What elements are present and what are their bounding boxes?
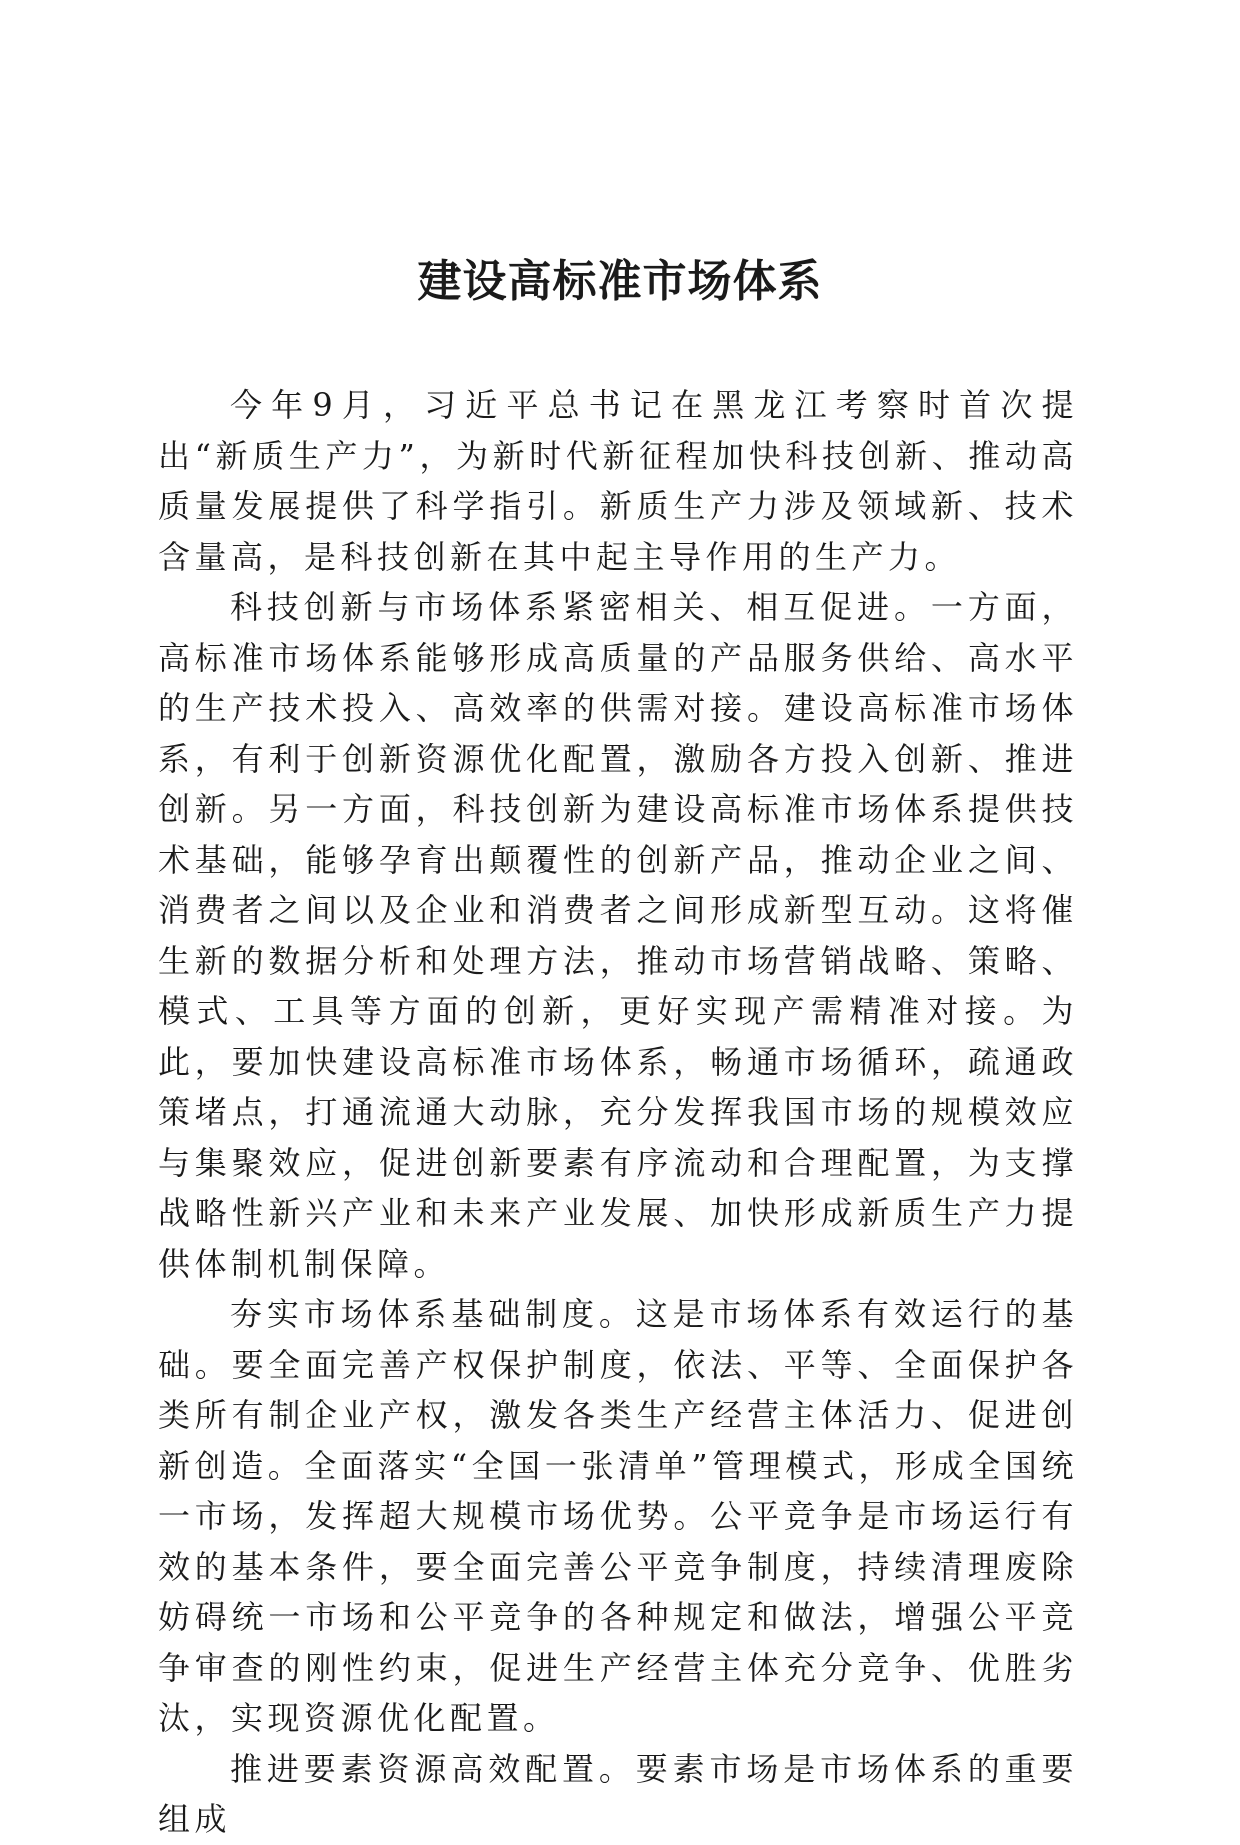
document-title: 建设高标准市场体系 — [417, 256, 823, 307]
paragraph-basic-institutions: 夯实市场体系基础制度。这是市场体系有效运行的基础。要全面完善产权保护制度，依法、平等、全面保护各类所有制企业产权，激发各类生产经营主体活力、促进创新创造。全面落实“全国一张清单”管理模式，形成全国统一市场，发挥超大规模市场优势。公平竞争是市场运行有效的基本条件，要全面完善公平竞争制度，持续清理废除妨碍统一市场和公平竞争的各种规定和做法，增强公平竞争审查的刚性约束，促进生产经营主体充分竞争、优胜劣汰，实现资源优化配置。 — [158, 1295, 1078, 1737]
paragraph-factor-allocation: 推进要素资源高效配置。要素市场是市场体系的重要组成 — [158, 1749, 1078, 1838]
paragraph-intro: 今年9月，习近平总书记在黑龙江考察时首次提出“新质生产力”，为新时代新征程加快科技创新、推动高质量发展提供了科学指引。新质生产力涉及领域新、技术含量高，是科技创新在其中起主导作用的生产力。 — [158, 386, 1078, 576]
document-body — [158, 380, 1078, 1845]
paragraph-innovation-and-market: 科技创新与市场体系紧密相关、相互促进。一方面，高标准市场体系能够形成高质量的产品服务供给、高水平的生产技术投入、高效率的供需对接。建设高标准市场体系，有利于创新资源优化配置，激励各方投入创新、推进创新。另一方面，科技创新为建设高标准市场体系提供技术基础，能够孕育出颠覆性的创新产品，推动企业之间、消费者之间以及企业和消费者之间形成新型互动。这将催生新的数据分析和处理方法，推动市场营销战略、策略、模式、工具等方面的创新，更好实现产需精准对接。为此，要加快建设高标准市场体系，畅通市场循环，疏通政策堵点，打通流通大动脉，充分发挥我国市场的规模效应与集聚效应，促进创新要素有序流动和合理配置，为支撑战略性新兴产业和未来产业发展、加快形成新质生产力提供体制机制保障。 — [158, 588, 1078, 1283]
